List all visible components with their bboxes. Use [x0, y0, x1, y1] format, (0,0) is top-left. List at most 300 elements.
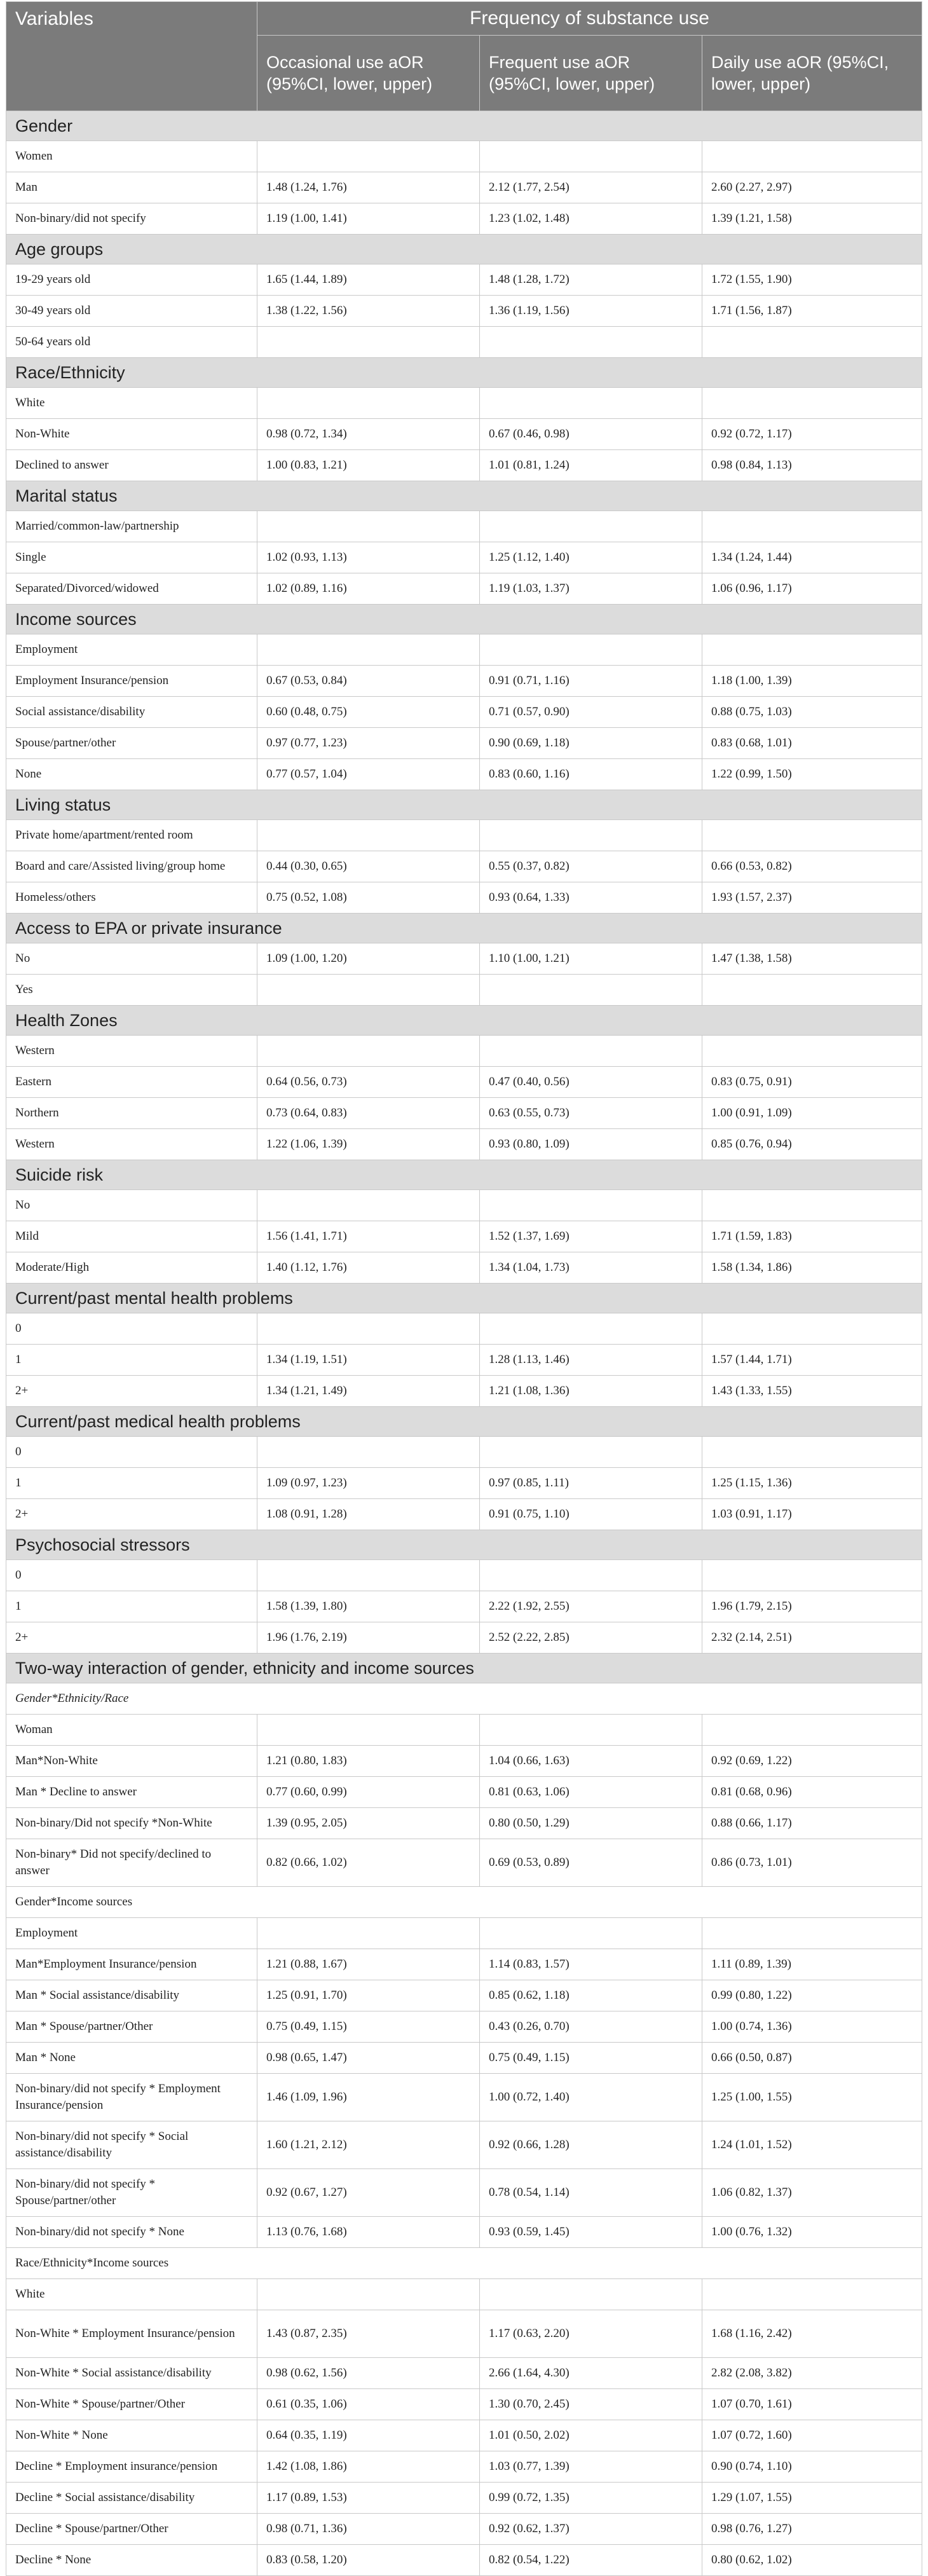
- variable-cell: Single: [6, 542, 257, 573]
- variable-cell: 0: [6, 1560, 257, 1591]
- variable-cell: No: [6, 943, 257, 975]
- table-body: [6, 111, 922, 2576]
- frequent-use-cell: 1.48 (1.28, 1.72): [480, 264, 702, 296]
- table-row: [6, 1918, 922, 1949]
- occasional-use-cell: 1.60 (1.21, 2.12): [257, 2121, 480, 2169]
- frequent-use-cell: [480, 1560, 702, 1591]
- frequent-use-cell: 0.67 (0.46, 0.98): [480, 419, 702, 450]
- variable-cell: Decline * Spouse/partner/Other: [6, 2514, 257, 2545]
- occasional-use-cell: 0.83 (0.58, 1.20): [257, 2545, 480, 2576]
- daily-use-cell: 1.57 (1.44, 1.71): [702, 1345, 922, 1376]
- daily-use-cell: 1.39 (1.21, 1.58): [702, 203, 922, 235]
- occasional-use-cell: 1.40 (1.12, 1.76): [257, 1252, 480, 1284]
- occasional-use-cell: 0.67 (0.53, 0.84): [257, 666, 480, 697]
- occasional-use-cell: [257, 1190, 480, 1221]
- daily-use-cell: 1.22 (0.99, 1.50): [702, 759, 922, 790]
- frequent-use-cell: 0.97 (0.85, 1.11): [480, 1468, 702, 1499]
- occasional-use-cell: [257, 1437, 480, 1468]
- table-row: [6, 2074, 922, 2121]
- variable-cell: 30-49 years old: [6, 296, 257, 327]
- frequent-use-header: Frequent use aOR (95%CI, lower, upper): [480, 36, 702, 111]
- section-title: Income sources: [6, 605, 922, 634]
- variables-header: Variables: [6, 2, 257, 111]
- section-title: Living status: [6, 790, 922, 820]
- daily-use-cell: 0.83 (0.75, 0.91): [702, 1067, 922, 1098]
- daily-use-cell: 0.80 (0.62, 1.02): [702, 2545, 922, 2576]
- daily-use-cell: 0.92 (0.72, 1.17): [702, 419, 922, 450]
- table-row: [6, 2121, 922, 2169]
- section-title: Suicide risk: [6, 1160, 922, 1190]
- section-header-row: [6, 1654, 922, 1683]
- daily-use-cell: [702, 1190, 922, 1221]
- table-row: [6, 419, 922, 450]
- frequent-use-cell: [480, 1918, 702, 1949]
- frequent-use-cell: [480, 975, 702, 1006]
- occasional-use-cell: 0.64 (0.56, 0.73): [257, 1067, 480, 1098]
- occasional-use-cell: [257, 141, 480, 172]
- occasional-use-cell: [257, 1036, 480, 1067]
- section-header-row: [6, 111, 922, 141]
- frequent-use-cell: 1.14 (0.83, 1.57): [480, 1949, 702, 1980]
- daily-use-cell: 0.92 (0.69, 1.22): [702, 1746, 922, 1777]
- occasional-use-cell: 0.64 (0.35, 1.19): [257, 2420, 480, 2451]
- table-row: [6, 2389, 922, 2420]
- daily-use-header: Daily use aOR (95%CI, lower, upper): [702, 36, 922, 111]
- occasional-use-cell: [257, 820, 480, 851]
- daily-use-cell: 0.98 (0.76, 1.27): [702, 2514, 922, 2545]
- occasional-use-cell: [257, 2279, 480, 2310]
- daily-use-cell: 1.71 (1.56, 1.87): [702, 296, 922, 327]
- daily-use-cell: 0.88 (0.75, 1.03): [702, 697, 922, 728]
- variable-cell: Mild: [6, 1221, 257, 1252]
- daily-use-cell: [702, 634, 922, 666]
- table-row: [6, 2310, 922, 2358]
- daily-use-cell: 1.25 (1.00, 1.55): [702, 2074, 922, 2121]
- occasional-use-cell: 0.98 (0.71, 1.36): [257, 2514, 480, 2545]
- frequent-use-cell: 1.04 (0.66, 1.63): [480, 1746, 702, 1777]
- section-header-row: [6, 1160, 922, 1190]
- occasional-use-cell: [257, 975, 480, 1006]
- table-row: [6, 1252, 922, 1284]
- daily-use-cell: 1.68 (1.16, 2.42): [702, 2310, 922, 2358]
- daily-use-cell: 0.66 (0.50, 0.87): [702, 2043, 922, 2074]
- table-row: [6, 1949, 922, 1980]
- daily-use-cell: [702, 388, 922, 419]
- table-row: [6, 296, 922, 327]
- table-row: [6, 2545, 922, 2576]
- occasional-use-cell: 0.92 (0.67, 1.27): [257, 2169, 480, 2217]
- table-row: [6, 203, 922, 235]
- frequent-use-cell: 1.23 (1.02, 1.48): [480, 203, 702, 235]
- frequent-use-cell: [480, 634, 702, 666]
- frequent-use-cell: 1.19 (1.03, 1.37): [480, 573, 702, 605]
- daily-use-cell: 1.06 (0.82, 1.37): [702, 2169, 922, 2217]
- frequent-use-cell: 1.25 (1.12, 1.40): [480, 542, 702, 573]
- table-row: [6, 141, 922, 172]
- variable-cell: Decline * Employment insurance/pension: [6, 2451, 257, 2483]
- table-row: [6, 2420, 922, 2451]
- table-row: [6, 2043, 922, 2074]
- daily-use-cell: [702, 1036, 922, 1067]
- table-row: [6, 1437, 922, 1468]
- subsection-row: [6, 1887, 922, 1918]
- section-header-row: [6, 605, 922, 634]
- frequent-use-cell: 0.99 (0.72, 1.35): [480, 2483, 702, 2514]
- variable-cell: 1: [6, 1591, 257, 1622]
- variable-cell: Non-White * Spouse/partner/Other: [6, 2389, 257, 2420]
- occasional-use-header: Occasional use aOR (95%CI, lower, upper): [257, 36, 480, 111]
- occasional-use-cell: 0.97 (0.77, 1.23): [257, 728, 480, 759]
- variable-cell: Non-White * Social assistance/disability: [6, 2358, 257, 2389]
- frequent-use-cell: [480, 388, 702, 419]
- table-row: [6, 1746, 922, 1777]
- variable-cell: Private home/apartment/rented room: [6, 820, 257, 851]
- occasional-use-cell: 1.58 (1.39, 1.80): [257, 1591, 480, 1622]
- daily-use-cell: 1.93 (1.57, 2.37): [702, 882, 922, 914]
- frequent-use-cell: 1.00 (0.72, 1.40): [480, 2074, 702, 2121]
- variable-cell: Non-binary/did not specify * Social assistance/disability: [6, 2121, 257, 2169]
- table-row: [6, 1499, 922, 1530]
- section-title: Race/Ethnicity: [6, 358, 922, 388]
- table-row: [6, 1221, 922, 1252]
- table-row: [6, 1777, 922, 1808]
- section-title: Gender: [6, 111, 922, 141]
- frequent-use-cell: 0.47 (0.40, 0.56): [480, 1067, 702, 1098]
- frequent-use-cell: 2.52 (2.22, 2.85): [480, 1622, 702, 1654]
- frequent-use-cell: 1.17 (0.63, 2.20): [480, 2310, 702, 2358]
- occasional-use-cell: 0.73 (0.64, 0.83): [257, 1098, 480, 1129]
- header-row-top: [6, 2, 922, 36]
- occasional-use-cell: 1.02 (0.93, 1.13): [257, 542, 480, 573]
- occasional-use-cell: [257, 388, 480, 419]
- variable-cell: Man*Non-White: [6, 1746, 257, 1777]
- frequent-use-cell: 0.92 (0.62, 1.37): [480, 2514, 702, 2545]
- variable-cell: Man * Spouse/partner/Other: [6, 2011, 257, 2043]
- variable-cell: Eastern: [6, 1067, 257, 1098]
- daily-use-cell: [702, 327, 922, 358]
- section-title: Two-way interaction of gender, ethnicity and income sources: [6, 1654, 922, 1683]
- variable-cell: 0: [6, 1437, 257, 1468]
- frequent-use-cell: [480, 1036, 702, 1067]
- frequent-use-cell: 1.10 (1.00, 1.21): [480, 943, 702, 975]
- frequent-use-cell: 0.93 (0.64, 1.33): [480, 882, 702, 914]
- variable-cell: Western: [6, 1129, 257, 1160]
- section-title: Age groups: [6, 235, 922, 264]
- occasional-use-cell: 0.98 (0.65, 1.47): [257, 2043, 480, 2074]
- table-row: [6, 573, 922, 605]
- occasional-use-cell: 0.75 (0.49, 1.15): [257, 2011, 480, 2043]
- daily-use-cell: 1.34 (1.24, 1.44): [702, 542, 922, 573]
- frequent-use-cell: 0.55 (0.37, 0.82): [480, 851, 702, 882]
- frequent-use-cell: 0.78 (0.54, 1.14): [480, 2169, 702, 2217]
- daily-use-cell: [702, 511, 922, 542]
- table-row: [6, 1839, 922, 1887]
- table-row: [6, 1067, 922, 1098]
- occasional-use-cell: 1.09 (1.00, 1.20): [257, 943, 480, 975]
- variable-cell: Women: [6, 141, 257, 172]
- variable-cell: Employment: [6, 634, 257, 666]
- table-row: [6, 2279, 922, 2310]
- table-row: [6, 1591, 922, 1622]
- section-header-row: [6, 1006, 922, 1036]
- table-row: [6, 1129, 922, 1160]
- daily-use-cell: [702, 975, 922, 1006]
- variable-cell: Board and care/Assisted living/group home: [6, 851, 257, 882]
- table-row: [6, 943, 922, 975]
- occasional-use-cell: 1.48 (1.24, 1.76): [257, 172, 480, 203]
- daily-use-cell: 1.29 (1.07, 1.55): [702, 2483, 922, 2514]
- variable-cell: Western: [6, 1036, 257, 1067]
- occasional-use-cell: 1.25 (0.91, 1.70): [257, 1980, 480, 2011]
- variable-cell: Woman: [6, 1715, 257, 1746]
- frequent-use-cell: 0.82 (0.54, 1.22): [480, 2545, 702, 2576]
- daily-use-cell: 0.66 (0.53, 0.82): [702, 851, 922, 882]
- table-row: [6, 1313, 922, 1345]
- daily-use-cell: [702, 1437, 922, 1468]
- variable-cell: None: [6, 759, 257, 790]
- table-row: [6, 327, 922, 358]
- table-row: [6, 2358, 922, 2389]
- frequent-use-cell: 0.85 (0.62, 1.18): [480, 1980, 702, 2011]
- frequent-use-cell: 0.69 (0.53, 0.89): [480, 1839, 702, 1887]
- table-row: [6, 1715, 922, 1746]
- frequent-use-cell: 1.30 (0.70, 2.45): [480, 2389, 702, 2420]
- subsection-title: Gender*Income sources: [6, 1887, 922, 1918]
- variable-cell: Non-binary/did not specify * Spouse/partner/other: [6, 2169, 257, 2217]
- table-row: [6, 2514, 922, 2545]
- occasional-use-cell: 1.22 (1.06, 1.39): [257, 1129, 480, 1160]
- table-row: [6, 1098, 922, 1129]
- occasional-use-cell: 0.75 (0.52, 1.08): [257, 882, 480, 914]
- daily-use-cell: 0.83 (0.68, 1.01): [702, 728, 922, 759]
- daily-use-cell: 0.88 (0.66, 1.17): [702, 1808, 922, 1839]
- occasional-use-cell: 1.43 (0.87, 2.35): [257, 2310, 480, 2358]
- daily-use-cell: [702, 1313, 922, 1345]
- daily-use-cell: 1.43 (1.33, 1.55): [702, 1376, 922, 1407]
- variable-cell: Man * None: [6, 2043, 257, 2074]
- variable-cell: Man*Employment Insurance/pension: [6, 1949, 257, 1980]
- daily-use-cell: 0.99 (0.80, 1.22): [702, 1980, 922, 2011]
- subsection-row: [6, 1683, 922, 1715]
- frequent-use-cell: 1.34 (1.04, 1.73): [480, 1252, 702, 1284]
- daily-use-cell: 1.96 (1.79, 2.15): [702, 1591, 922, 1622]
- daily-use-cell: 2.60 (2.27, 2.97): [702, 172, 922, 203]
- section-title: Current/past mental health problems: [6, 1284, 922, 1313]
- frequent-use-cell: 0.93 (0.59, 1.45): [480, 2217, 702, 2248]
- daily-use-cell: 1.07 (0.72, 1.60): [702, 2420, 922, 2451]
- variable-cell: Spouse/partner/other: [6, 728, 257, 759]
- occasional-use-cell: 1.08 (0.91, 1.28): [257, 1499, 480, 1530]
- variable-cell: Man * Decline to answer: [6, 1777, 257, 1808]
- variable-cell: Social assistance/disability: [6, 697, 257, 728]
- daily-use-cell: 1.24 (1.01, 1.52): [702, 2121, 922, 2169]
- frequent-use-cell: 2.66 (1.64, 4.30): [480, 2358, 702, 2389]
- variable-cell: Separated/Divorced/widowed: [6, 573, 257, 605]
- frequent-use-cell: 1.28 (1.13, 1.46): [480, 1345, 702, 1376]
- variable-cell: 0: [6, 1313, 257, 1345]
- frequent-use-cell: 1.01 (0.50, 2.02): [480, 2420, 702, 2451]
- daily-use-cell: 1.72 (1.55, 1.90): [702, 264, 922, 296]
- subsection-title: Race/Ethnicity*Income sources: [6, 2248, 922, 2279]
- table-row: [6, 1376, 922, 1407]
- variable-cell: Employment: [6, 1918, 257, 1949]
- variable-cell: Non-binary/did not specify * None: [6, 2217, 257, 2248]
- occasional-use-cell: 0.77 (0.60, 0.99): [257, 1777, 480, 1808]
- variable-cell: Non-White * None: [6, 2420, 257, 2451]
- daily-use-cell: [702, 820, 922, 851]
- table-row: [6, 759, 922, 790]
- table-row: [6, 2451, 922, 2483]
- occasional-use-cell: 1.19 (1.00, 1.41): [257, 203, 480, 235]
- occasional-use-cell: 0.77 (0.57, 1.04): [257, 759, 480, 790]
- daily-use-cell: 2.32 (2.14, 2.51): [702, 1622, 922, 1654]
- daily-use-cell: 1.18 (1.00, 1.39): [702, 666, 922, 697]
- occasional-use-cell: 1.00 (0.83, 1.21): [257, 450, 480, 481]
- table-container: [6, 1, 922, 2576]
- section-title: Current/past medical health problems: [6, 1407, 922, 1437]
- table-row: [6, 697, 922, 728]
- variable-cell: Man * Social assistance/disability: [6, 1980, 257, 2011]
- occasional-use-cell: 0.98 (0.62, 1.56): [257, 2358, 480, 2389]
- frequent-use-cell: 0.71 (0.57, 0.90): [480, 697, 702, 728]
- daily-use-cell: [702, 1715, 922, 1746]
- section-header-row: [6, 914, 922, 943]
- occasional-use-cell: [257, 327, 480, 358]
- occasional-use-cell: 1.34 (1.19, 1.51): [257, 1345, 480, 1376]
- occasional-use-cell: 1.13 (0.76, 1.68): [257, 2217, 480, 2248]
- section-title: Health Zones: [6, 1006, 922, 1036]
- variable-cell: 1: [6, 1345, 257, 1376]
- variable-cell: Non-White * Employment Insurance/pension: [6, 2310, 257, 2358]
- daily-use-cell: 0.85 (0.76, 0.94): [702, 1129, 922, 1160]
- table-row: [6, 820, 922, 851]
- section-title: Psychosocial stressors: [6, 1530, 922, 1560]
- daily-use-cell: 1.00 (0.76, 1.32): [702, 2217, 922, 2248]
- frequent-use-cell: [480, 141, 702, 172]
- table-row: [6, 1622, 922, 1654]
- daily-use-cell: 1.58 (1.34, 1.86): [702, 1252, 922, 1284]
- daily-use-cell: 1.07 (0.70, 1.61): [702, 2389, 922, 2420]
- occasional-use-cell: 0.98 (0.72, 1.34): [257, 419, 480, 450]
- variable-cell: No: [6, 1190, 257, 1221]
- daily-use-cell: 1.00 (0.91, 1.09): [702, 1098, 922, 1129]
- frequent-use-cell: 1.52 (1.37, 1.69): [480, 1221, 702, 1252]
- variable-cell: Married/common-law/partnership: [6, 511, 257, 542]
- variable-cell: Non-binary/did not specify * Employment Insurance/pension: [6, 2074, 257, 2121]
- table-row: [6, 1036, 922, 1067]
- table-row: [6, 728, 922, 759]
- daily-use-cell: 1.00 (0.74, 1.36): [702, 2011, 922, 2043]
- table-row: [6, 975, 922, 1006]
- variable-cell: White: [6, 2279, 257, 2310]
- daily-use-cell: 1.47 (1.38, 1.58): [702, 943, 922, 975]
- table-row: [6, 542, 922, 573]
- daily-use-cell: [702, 2279, 922, 2310]
- table-row: [6, 388, 922, 419]
- occasional-use-cell: 0.60 (0.48, 0.75): [257, 697, 480, 728]
- table-row: [6, 2169, 922, 2217]
- frequent-use-cell: [480, 2279, 702, 2310]
- daily-use-cell: 1.03 (0.91, 1.17): [702, 1499, 922, 1530]
- variable-cell: Man: [6, 172, 257, 203]
- frequent-use-cell: [480, 820, 702, 851]
- variable-cell: Non-binary/did not specify: [6, 203, 257, 235]
- table-row: [6, 2011, 922, 2043]
- variable-cell: White: [6, 388, 257, 419]
- occasional-use-cell: 1.65 (1.44, 1.89): [257, 264, 480, 296]
- occasional-use-cell: 1.02 (0.89, 1.16): [257, 573, 480, 605]
- occasional-use-cell: 1.09 (0.97, 1.23): [257, 1468, 480, 1499]
- frequent-use-cell: 1.03 (0.77, 1.39): [480, 2451, 702, 2483]
- occasional-use-cell: [257, 1313, 480, 1345]
- variable-cell: 1: [6, 1468, 257, 1499]
- frequent-use-cell: 0.90 (0.69, 1.18): [480, 728, 702, 759]
- daily-use-cell: 1.71 (1.59, 1.83): [702, 1221, 922, 1252]
- daily-use-cell: 0.98 (0.84, 1.13): [702, 450, 922, 481]
- section-title: Marital status: [6, 481, 922, 511]
- table-row: [6, 172, 922, 203]
- table-row: [6, 666, 922, 697]
- variable-cell: Non-binary/Did not specify *Non-White: [6, 1808, 257, 1839]
- frequent-use-cell: 0.81 (0.63, 1.06): [480, 1777, 702, 1808]
- frequent-use-cell: 0.83 (0.60, 1.16): [480, 759, 702, 790]
- frequent-use-cell: 2.12 (1.77, 2.54): [480, 172, 702, 203]
- variable-cell: Non-binary* Did not specify/declined to answer: [6, 1839, 257, 1887]
- occasional-use-cell: 0.61 (0.35, 1.06): [257, 2389, 480, 2420]
- table-row: [6, 1808, 922, 1839]
- variable-cell: 2+: [6, 1376, 257, 1407]
- occasional-use-cell: 0.82 (0.66, 1.02): [257, 1839, 480, 1887]
- table-row: [6, 1560, 922, 1591]
- variable-cell: 50-64 years old: [6, 327, 257, 358]
- occasional-use-cell: 1.56 (1.41, 1.71): [257, 1221, 480, 1252]
- section-header-row: [6, 790, 922, 820]
- frequent-use-cell: 1.36 (1.19, 1.56): [480, 296, 702, 327]
- table-row: [6, 1345, 922, 1376]
- variable-cell: 19-29 years old: [6, 264, 257, 296]
- daily-use-cell: [702, 1918, 922, 1949]
- table-row: [6, 511, 922, 542]
- frequent-use-cell: 1.21 (1.08, 1.36): [480, 1376, 702, 1407]
- table-row: [6, 264, 922, 296]
- occasional-use-cell: 1.96 (1.76, 2.19): [257, 1622, 480, 1654]
- table-row: [6, 634, 922, 666]
- frequent-use-cell: [480, 1313, 702, 1345]
- table-row: [6, 2483, 922, 2514]
- occasional-use-cell: 1.46 (1.09, 1.96): [257, 2074, 480, 2121]
- daily-use-cell: 0.86 (0.73, 1.01): [702, 1839, 922, 1887]
- table-row: [6, 1468, 922, 1499]
- variable-cell: Non-White: [6, 419, 257, 450]
- frequent-use-cell: 0.93 (0.80, 1.09): [480, 1129, 702, 1160]
- variable-cell: Yes: [6, 975, 257, 1006]
- section-header-row: [6, 1530, 922, 1560]
- section-header-row: [6, 358, 922, 388]
- daily-use-cell: 0.90 (0.74, 1.10): [702, 2451, 922, 2483]
- occasional-use-cell: 1.39 (0.95, 2.05): [257, 1808, 480, 1839]
- table-header: [6, 2, 922, 111]
- occasional-use-cell: 1.42 (1.08, 1.86): [257, 2451, 480, 2483]
- daily-use-cell: 1.11 (0.89, 1.39): [702, 1949, 922, 1980]
- section-title: Access to EPA or private insurance: [6, 914, 922, 943]
- table-row: [6, 1190, 922, 1221]
- daily-use-cell: 0.81 (0.68, 0.96): [702, 1777, 922, 1808]
- occasional-use-cell: [257, 1918, 480, 1949]
- occasional-use-cell: 0.44 (0.30, 0.65): [257, 851, 480, 882]
- results-table: [6, 1, 922, 2576]
- frequent-use-cell: 0.75 (0.49, 1.15): [480, 2043, 702, 2074]
- section-header-row: [6, 1407, 922, 1437]
